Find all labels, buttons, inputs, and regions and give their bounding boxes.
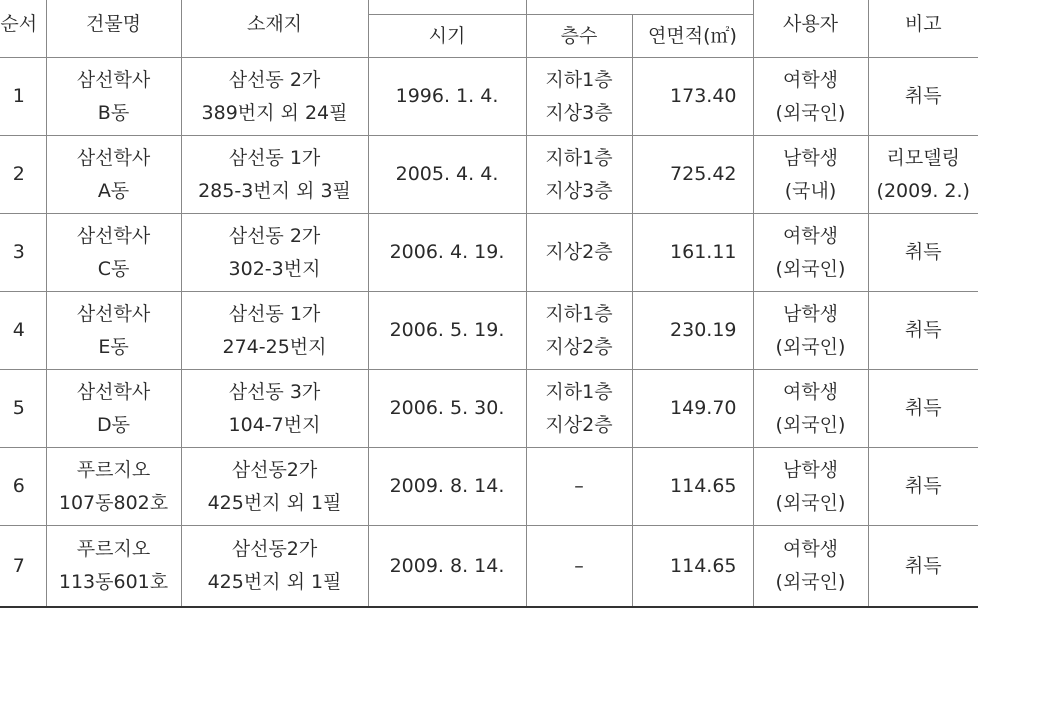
- cell-area: 230.19: [632, 292, 753, 370]
- cell-user-line: 여학생: [782, 224, 839, 247]
- cell-location: [181, 448, 368, 526]
- table-row: [0, 292, 978, 370]
- cell-building-line: 107동802호: [58, 491, 169, 514]
- cell-floors-line: 지상2층: [545, 241, 613, 263]
- cell-user: [753, 58, 868, 136]
- cell-location-line: 274-25번지: [222, 335, 327, 358]
- cell-user: [753, 214, 868, 292]
- cell-date: 1996. 1. 4.: [368, 58, 526, 136]
- cell-floors-line: –: [574, 554, 584, 577]
- cell-note-line: 취득: [904, 241, 942, 263]
- cell-user: [753, 136, 868, 214]
- cell-building-line: B동: [97, 101, 130, 124]
- cell-note: [868, 370, 978, 448]
- cell-location: [181, 292, 368, 370]
- table-row: [0, 526, 978, 608]
- cell-building-line: 113동601호: [58, 571, 169, 593]
- cell-note: [868, 292, 978, 370]
- cell-location-line: 삼선동 1가: [228, 302, 321, 325]
- header-period-top: [368, 0, 526, 15]
- cell-user: [753, 292, 868, 370]
- header-area: 연면적(㎡): [632, 15, 753, 58]
- cell-user-line: (외국인): [775, 413, 846, 436]
- cell-location-line: 425번지 외 1필: [207, 491, 342, 514]
- header-floors: 층수: [526, 15, 632, 58]
- cell-building-line: D동: [97, 413, 130, 436]
- cell-area: 725.42: [632, 136, 753, 214]
- cell-floors: [526, 58, 632, 136]
- cell-note-line: 취득: [904, 554, 942, 577]
- cell-location: [181, 58, 368, 136]
- cell-date: 2006. 4. 19.: [368, 214, 526, 292]
- cell-floors-line: 지상2층: [545, 413, 613, 436]
- cell-note-line: 리모델링: [886, 146, 960, 169]
- header-note: 비고: [868, 0, 978, 58]
- cell-note-line: (2009. 2.): [876, 179, 970, 202]
- cell-date: 2006. 5. 19.: [368, 292, 526, 370]
- cell-floors-line: 지상3층: [545, 101, 613, 124]
- cell-location-line: 425번지 외 1필: [207, 571, 342, 593]
- table-row: [0, 370, 978, 448]
- cell-no: 7: [0, 526, 46, 608]
- cell-user: [753, 526, 868, 608]
- cell-area: 161.11: [632, 214, 753, 292]
- cell-building-line: 삼선학사: [76, 224, 151, 247]
- cell-building: [46, 526, 181, 608]
- cell-location: [181, 136, 368, 214]
- cell-area: 114.65: [632, 448, 753, 526]
- cell-floors-line: 지하1층: [545, 146, 613, 169]
- cell-location-line: 104-7번지: [228, 413, 321, 436]
- cell-user-line: 여학생: [782, 380, 839, 403]
- cell-building-line: C동: [97, 257, 130, 280]
- cell-user-line: 남학생: [782, 458, 839, 481]
- cell-location-line: 389번지 외 24필: [201, 101, 348, 124]
- cell-location-line: 삼선동2가: [231, 458, 318, 481]
- cell-date: 2005. 4. 4.: [368, 136, 526, 214]
- cell-user-line: 여학생: [782, 68, 839, 91]
- cell-note-line: 취득: [904, 319, 942, 341]
- cell-floors-line: –: [574, 475, 584, 497]
- cell-floors: [526, 136, 632, 214]
- cell-no: 1: [0, 58, 46, 136]
- cell-floors-line: 지하1층: [545, 380, 613, 403]
- cell-floors: [526, 292, 632, 370]
- table-row: [0, 136, 978, 214]
- cell-floors-line: 지하1층: [545, 302, 613, 325]
- cell-no: 4: [0, 292, 46, 370]
- cell-area: 173.40: [632, 58, 753, 136]
- cell-floors-line: 지상3층: [545, 179, 613, 202]
- table-body: [0, 58, 978, 608]
- cell-user-line: 남학생: [782, 302, 839, 325]
- cell-note: [868, 136, 978, 214]
- cell-date: 2009. 8. 14.: [368, 526, 526, 608]
- cell-area: 149.70: [632, 370, 753, 448]
- cell-user: [753, 370, 868, 448]
- cell-building: [46, 370, 181, 448]
- cell-floors: [526, 526, 632, 608]
- cell-floors: [526, 370, 632, 448]
- header-period: 시기: [368, 15, 526, 58]
- cell-floors: [526, 214, 632, 292]
- cell-user-line: (국내): [784, 179, 837, 202]
- cell-building: [46, 58, 181, 136]
- cell-building: [46, 292, 181, 370]
- cell-user-line: (외국인): [775, 101, 846, 124]
- header-location: 소재지: [181, 0, 368, 58]
- cell-note-line: 취득: [904, 85, 942, 107]
- cell-note-line: 취득: [904, 397, 942, 419]
- cell-building-line: A동: [97, 179, 130, 202]
- cell-note: [868, 214, 978, 292]
- header-building-group: [526, 0, 753, 15]
- cell-location-line: 삼선동 2가: [228, 224, 321, 247]
- cell-building-line: 삼선학사: [76, 380, 151, 403]
- cell-building: [46, 136, 181, 214]
- cell-building: [46, 448, 181, 526]
- cell-no: 6: [0, 448, 46, 526]
- cell-no: 2: [0, 136, 46, 214]
- cell-note: [868, 448, 978, 526]
- header-row-top: [0, 0, 978, 15]
- cell-building-line: 삼선학사: [76, 146, 151, 169]
- cell-user-line: 여학생: [782, 538, 839, 560]
- cell-location-line: 삼선동 2가: [228, 68, 321, 91]
- cell-building: [46, 214, 181, 292]
- table-row: [0, 58, 978, 136]
- cell-note: [868, 526, 978, 608]
- cell-location-line: 삼선동 3가: [228, 380, 321, 403]
- cell-floors-line: 지하1층: [545, 68, 613, 91]
- cell-area: 114.65: [632, 526, 753, 608]
- cell-location: [181, 526, 368, 608]
- table-row: [0, 214, 978, 292]
- cell-location-line: 285-3번지 외 3필: [198, 179, 351, 202]
- cell-location: [181, 370, 368, 448]
- cell-user-line: (외국인): [775, 257, 846, 280]
- cell-building-line: E동: [98, 335, 129, 358]
- cell-floors-line: 지상2층: [545, 335, 613, 358]
- cell-building-line: 푸르지오: [76, 458, 151, 481]
- cell-floors: [526, 448, 632, 526]
- cell-date: 2009. 8. 14.: [368, 448, 526, 526]
- header-user: 사용자: [753, 0, 868, 58]
- cell-no: 5: [0, 370, 46, 448]
- cell-user-line: (외국인): [775, 571, 846, 593]
- cell-note: [868, 58, 978, 136]
- cell-location: [181, 214, 368, 292]
- header-no: 순서: [0, 0, 46, 58]
- cell-location-line: 302-3번지: [228, 257, 321, 280]
- cell-user-line: (외국인): [775, 335, 846, 358]
- cell-no: 3: [0, 214, 46, 292]
- cell-date: 2006. 5. 30.: [368, 370, 526, 448]
- cell-building-line: 푸르지오: [76, 538, 151, 560]
- cell-building-line: 삼선학사: [76, 302, 151, 325]
- cell-user: [753, 448, 868, 526]
- cell-location-line: 삼선동 1가: [228, 146, 321, 169]
- cell-location-line: 삼선동2가: [231, 538, 318, 560]
- table-row: [0, 448, 978, 526]
- cell-building-line: 삼선학사: [76, 68, 151, 91]
- cell-note-line: 취득: [904, 475, 942, 497]
- header-building: 건물명: [46, 0, 181, 58]
- cell-user-line: (외국인): [775, 491, 846, 514]
- cell-user-line: 남학생: [782, 146, 839, 169]
